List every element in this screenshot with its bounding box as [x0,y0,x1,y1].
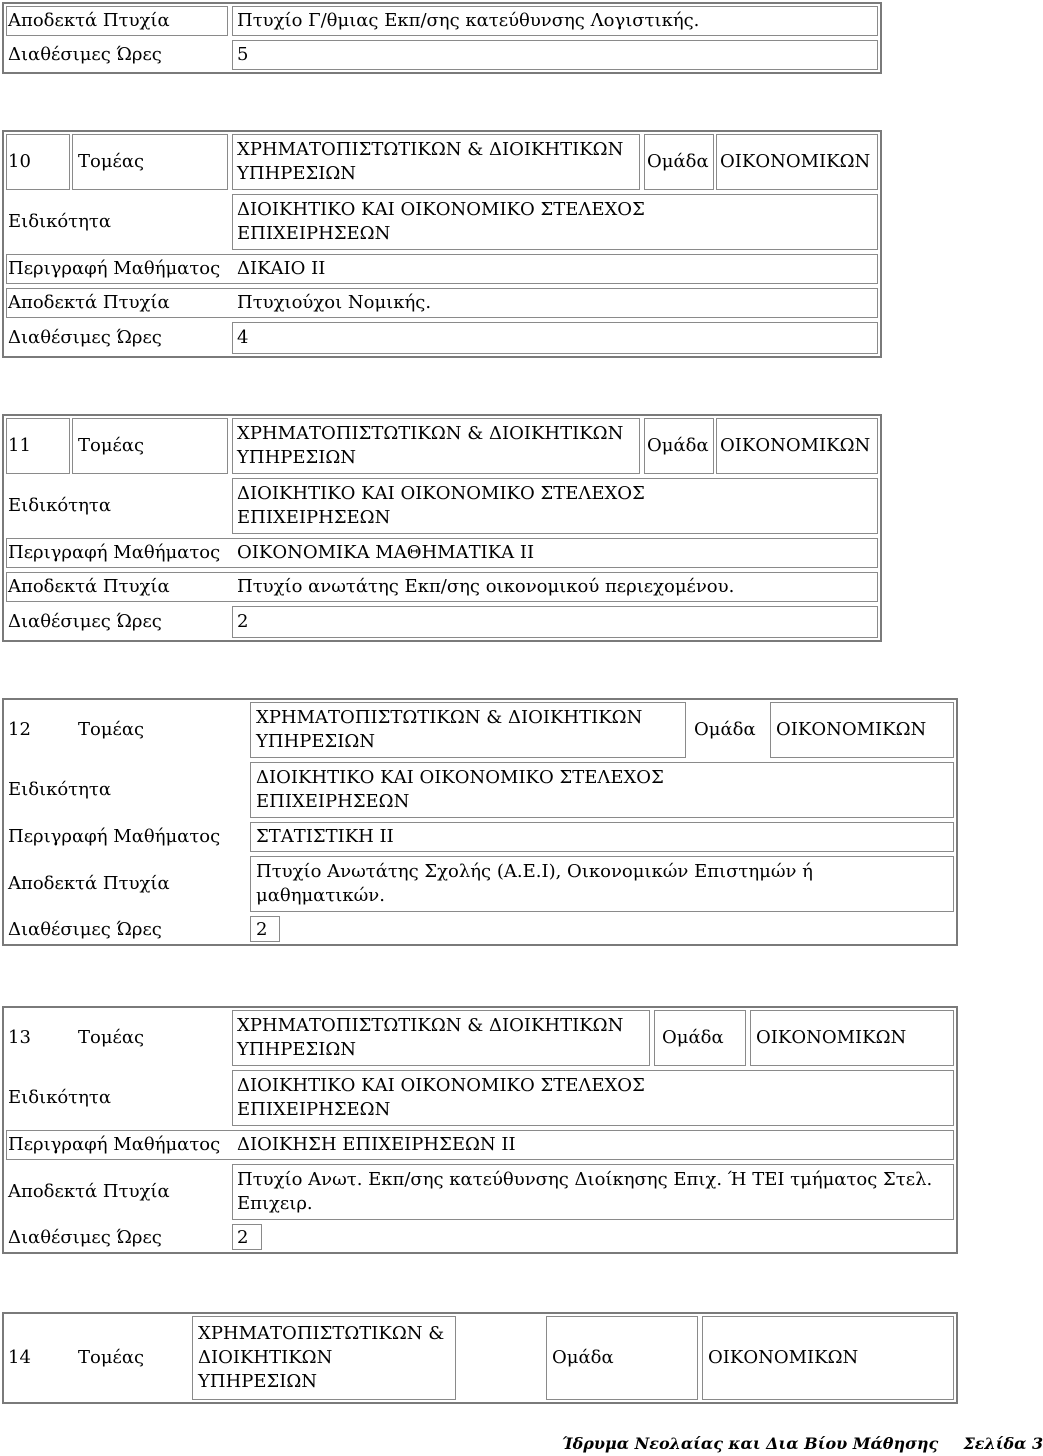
hours-value-cell [232,40,878,70]
accepted-degrees-value: Πτυχίο Γ/θμιας Εκπ/σης κατεύθυνσης Λογιστικής. [237,10,700,31]
group-value: ΟΙΚΟΝΟΜΙΚΩΝ [708,1347,859,1368]
specialty-label: Ειδικότητα [8,779,112,800]
available-hours-value: 4 [237,327,249,348]
specialty-value-line1: ΔΙΟΙΚΗΤΙΚΟ ΚΑΙ ΟΙΚΟΝΟΜΙΚΟ ΣΤΕΛΕΧΟΣ [237,483,645,504]
course-description-label: Περιγραφή Μαθήματος [8,542,221,563]
available-hours-label: Διαθέσιμες Ώρες [8,44,162,65]
group-label: Ομάδα [552,1347,614,1368]
specialty-value-line1: ΔΙΟΙΚΗΤΙΚΟ ΚΑΙ ΟΙΚΟΝΟΜΙΚΟ ΣΤΕΛΕΧΟΣ [237,1075,645,1096]
sector-label: Τομέας [78,435,145,456]
sector-label: Τομέας [78,719,145,740]
accepted-degrees-label: Αποδεκτά Πτυχία [8,292,170,313]
course-description-value: ΣΤΑΤΙΣΤΙΚΗ ΙΙ [256,826,394,847]
available-hours-label: Διαθέσιμες Ώρες [8,919,162,940]
available-hours-value: 2 [237,611,249,632]
sector-label: Τομέας [78,151,145,172]
sector-value-line2: ΥΠΗΡΕΣΙΩΝ [237,447,357,468]
accepted-degrees-value-line1: Πτυχίο Ανωτ. Εκπ/σης κατεύθυνσης Διοίκησης Επιχ. Ή ΤΕΙ τμήματος Στελ. [237,1169,933,1190]
specialty-value-line1: ΔΙΟΙΚΗΤΙΚΟ ΚΑΙ ΟΙΚΟΝΟΜΙΚΟ ΣΤΕΛΕΧΟΣ [256,767,664,788]
accepted-degrees-value-line1: Πτυχίο Ανωτάτης Σχολής (Α.Ε.Ι), Οικονομικών Επιστημών ή [256,861,813,882]
accepted-degrees-label: Αποδεκτά Πτυχία [8,873,170,894]
course-description-label: Περιγραφή Μαθήματος [8,826,221,847]
course-description-value: ΔΙΚΑΙΟ ΙΙ [237,258,326,279]
group-value: ΟΙΚΟΝΟΜΙΚΩΝ [720,151,871,172]
entry-number: 11 [8,435,31,456]
available-hours-label: Διαθέσιμες Ώρες [8,327,162,348]
entry-number: 13 [8,1027,31,1048]
specialty-label: Ειδικότητα [8,211,112,232]
hours-value-cell [232,606,878,638]
group-label: Ομάδα [647,151,709,172]
available-hours-label: Διαθέσιμες Ώρες [8,611,162,632]
specialty-label: Ειδικότητα [8,1087,112,1108]
sector-value-line1: ΧΡΗΜΑΤΟΠΙΣΤΩΤΙΚΩΝ & ΔΙΟΙΚΗΤΙΚΩΝ [256,707,643,728]
available-hours-label: Διαθέσιμες Ώρες [8,1227,162,1248]
accepted-degrees-label: Αποδεκτά Πτυχία [8,576,170,597]
sector-value-line1: ΧΡΗΜΑΤΟΠΙΣΤΩΤΙΚΩΝ & [198,1323,445,1344]
group-label: Ομάδα [647,435,709,456]
course-description-value: ΔΙΟΙΚΗΣΗ ΕΠΙΧΕΙΡΗΣΕΩΝ ΙΙ [237,1134,516,1155]
specialty-label: Ειδικότητα [8,495,112,516]
specialty-value-line2: ΕΠΙΧΕΙΡΗΣΕΩΝ [237,1099,391,1120]
entry-number: 10 [8,151,31,172]
group-label: Ομάδα [662,1027,724,1048]
entry-number: 14 [8,1347,31,1368]
group-label: Ομάδα [694,719,756,740]
group-value: ΟΙΚΟΝΟΜΙΚΩΝ [756,1027,907,1048]
accepted-degrees-label: Αποδεκτά Πτυχία [8,10,170,31]
group-value: ΟΙΚΟΝΟΜΙΚΩΝ [720,435,871,456]
group-value: ΟΙΚΟΝΟΜΙΚΩΝ [776,719,927,740]
course-description-label: Περιγραφή Μαθήματος [8,1134,221,1155]
accepted-degrees-value: Πτυχίο ανωτάτης Εκπ/σης οικονομικού περιεχομένου. [237,576,735,597]
accepted-degrees-value: Πτυχιούχοι Νομικής. [237,292,432,313]
sector-value-line2: ΔΙΟΙΚΗΤΙΚΩΝ [198,1347,333,1368]
footer-organization: Ίδρυμα Νεολαίας και Δια Βίου Μάθησης [562,1434,939,1453]
course-description-label: Περιγραφή Μαθήματος [8,258,221,279]
course-description-value: ΟΙΚΟΝΟΜΙΚΑ ΜΑΘΗΜΑΤΙΚΑ ΙΙ [237,542,535,563]
specialty-value-line2: ΕΠΙΧΕΙΡΗΣΕΩΝ [237,507,391,528]
sector-value-line1: ΧΡΗΜΑΤΟΠΙΣΤΩΤΙΚΩΝ & ΔΙΟΙΚΗΤΙΚΩΝ [237,1015,624,1036]
sector-label: Τομέας [78,1347,145,1368]
sector-value-line3: ΥΠΗΡΕΣΙΩΝ [198,1371,318,1392]
available-hours-value: 2 [256,919,268,940]
sector-value-line1: ΧΡΗΜΑΤΟΠΙΣΤΩΤΙΚΩΝ & ΔΙΟΙΚΗΤΙΚΩΝ [237,423,624,444]
specialty-value-line2: ΕΠΙΧΕΙΡΗΣΕΩΝ [256,791,410,812]
sector-value-line2: ΥΠΗΡΕΣΙΩΝ [237,163,357,184]
sector-value-line1: ΧΡΗΜΑΤΟΠΙΣΤΩΤΙΚΩΝ & ΔΙΟΙΚΗΤΙΚΩΝ [237,139,624,160]
hours-value-cell [232,322,878,354]
specialty-value-line1: ΔΙΟΙΚΗΤΙΚΟ ΚΑΙ ΟΙΚΟΝΟΜΙΚΟ ΣΤΕΛΕΧΟΣ [237,199,645,220]
footer-page-label: Σελίδα 3 [963,1434,1043,1453]
available-hours-value: 2 [237,1227,249,1248]
page-footer [562,1432,1043,1456]
sector-value-line2: ΥΠΗΡΕΣΙΩΝ [237,1039,357,1060]
accepted-degrees-value-line2: Επιχειρ. [237,1193,313,1214]
accepted-degrees-value-line2: μαθηματικών. [256,885,385,906]
specialty-value-line2: ΕΠΙΧΕΙΡΗΣΕΩΝ [237,223,391,244]
sector-value-line2: ΥΠΗΡΕΣΙΩΝ [256,731,376,752]
available-hours-value: 5 [237,44,249,65]
sector-label: Τομέας [78,1027,145,1048]
entry-number: 12 [8,719,31,740]
accepted-degrees-label: Αποδεκτά Πτυχία [8,1181,170,1202]
